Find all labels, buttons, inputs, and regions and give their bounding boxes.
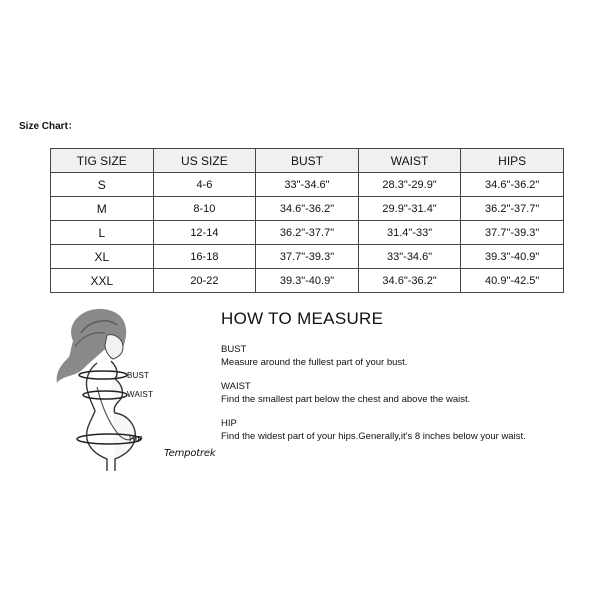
table-row: [51, 245, 564, 269]
cell-waist: 33"-34.6": [358, 245, 461, 269]
cell-us-size: 8-10: [153, 197, 256, 221]
header-bust: BUST: [256, 149, 359, 173]
bust-tape: [79, 371, 127, 379]
cell-us-size: 16-18: [153, 245, 256, 269]
cell-waist: 28.3"-29.9": [358, 173, 461, 197]
cell-us-size: 12-14: [153, 221, 256, 245]
cell-bust: 37.7"-39.3": [256, 245, 359, 269]
cell-waist: 34.6"-36.2": [358, 269, 461, 293]
cell-us-size: 20-22: [153, 269, 256, 293]
cell-hips: 34.6"-36.2": [461, 173, 564, 197]
how-to-measure-title: HOW TO MEASURE: [221, 309, 384, 328]
header-tig-size: TIG SIZE: [51, 149, 154, 173]
size-chart-table: [50, 148, 564, 293]
instruction-term: HIP: [221, 418, 237, 429]
cell-tig-size: S: [51, 173, 154, 197]
hip-figure-label: HIP: [129, 435, 143, 444]
pregnant-figure-illustration: [45, 303, 170, 473]
figure-drawing: [45, 303, 170, 473]
size-chart-label: Size Chart：: [19, 121, 78, 132]
cell-bust: 36.2"-37.7": [256, 221, 359, 245]
bust-figure-label: BUST: [127, 371, 150, 380]
cell-us-size: 4-6: [153, 173, 256, 197]
cell-tig-size: L: [51, 221, 154, 245]
instruction-desc: Find the widest part of your hips.Generally,it's 8 inches below your waist.: [221, 431, 526, 442]
table-header-row: [51, 149, 564, 173]
cell-waist: 31.4"-33": [358, 221, 461, 245]
cell-tig-size: XXL: [51, 269, 154, 293]
instruction-term: WAIST: [221, 381, 251, 392]
waist-figure-label: WAIST: [127, 390, 154, 399]
table-row: [51, 221, 564, 245]
waist-instruction: [221, 380, 470, 406]
instruction-term: BUST: [221, 344, 247, 355]
table-row: [51, 269, 564, 293]
cell-hips: 37.7"-39.3": [461, 221, 564, 245]
header-us-size: US SIZE: [153, 149, 256, 173]
cell-hips: 39.3"-40.9": [461, 245, 564, 269]
table-row: [51, 173, 564, 197]
cell-tig-size: XL: [51, 245, 154, 269]
cell-bust: 39.3"-40.9": [256, 269, 359, 293]
cell-bust: 33"-34.6": [256, 173, 359, 197]
cell-hips: 36.2"-37.7": [461, 197, 564, 221]
cell-tig-size: M: [51, 197, 154, 221]
cell-waist: 29.9"-31.4": [358, 197, 461, 221]
brand-logo: Tempotrek: [164, 448, 216, 459]
header-hips: HIPS: [461, 149, 564, 173]
bust-instruction: [221, 343, 407, 369]
instruction-desc: Find the smallest part below the chest and above the waist.: [221, 394, 471, 405]
cell-bust: 34.6"-36.2": [256, 197, 359, 221]
header-waist: WAIST: [358, 149, 461, 173]
cell-hips: 40.9"-42.5": [461, 269, 564, 293]
hip-instruction: [221, 417, 526, 443]
table-row: [51, 197, 564, 221]
instruction-desc: Measure around the fullest part of your bust.: [221, 357, 408, 368]
